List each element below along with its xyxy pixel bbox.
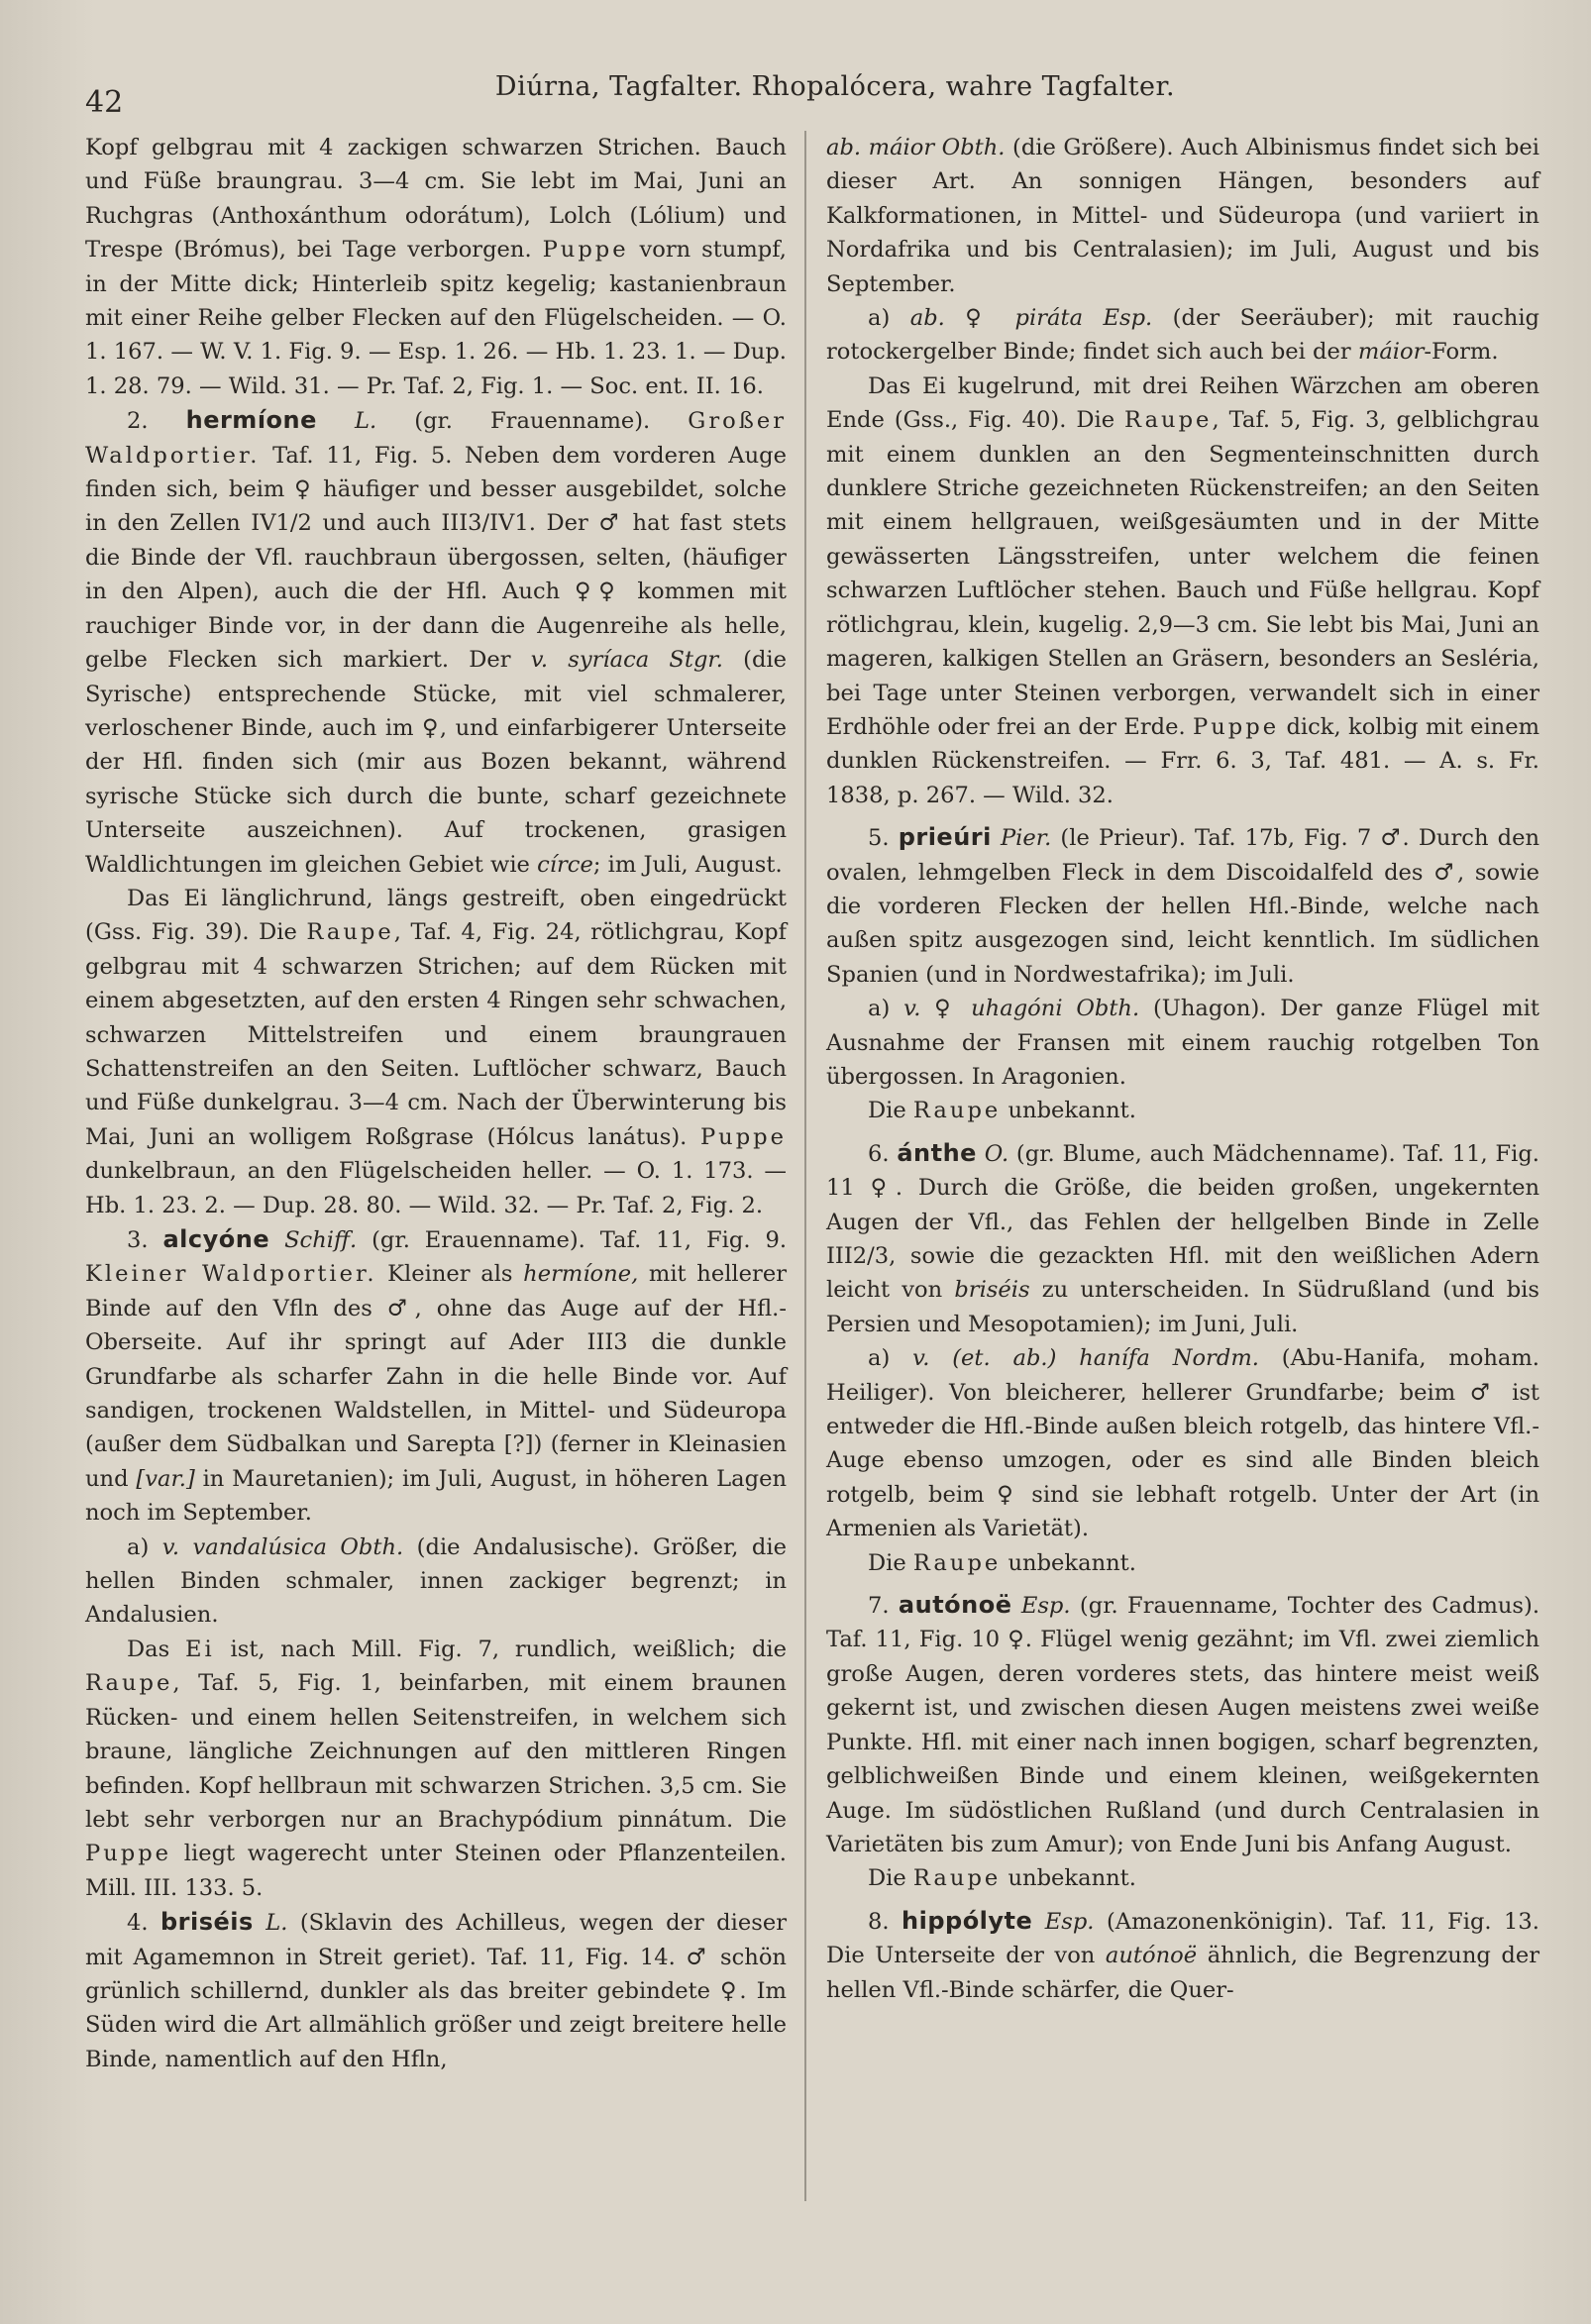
- common-name: Großer Waldportier.: [85, 408, 788, 469]
- running-head: Diúrna, Tagfalter. Rhopalócera, wahre Tagfalter.: [494, 71, 1176, 102]
- paragraph: Das Ei kugelrund, mit drei Reihen Wärzchen am oberen Ende (Gss., Fig. 40). Die Raupe, Taf. 5, Fig. 3, gelblichgrau mit einem dunklen an den Segmenteinschnitten durch dunklere Striche gezeichneten Rückenstreifen; an den Seiten mit einem hellgrauen, weißgesäumten und in der Mitte gewässerten Längsstreifen, unter welchem die feinen schwarzen Luftlöcher stehen. Bauch und Füße hellgrau. Kopf rötlichgrau, klein, kugelig. 2,9—3 cm. Sie lebt bis Mai, Juni an mageren, kalkigen Stellen an Gräsern, besonders an Sesléria, bei Tage unter Steinen verborgen, verwandelt sich in einer Erdhöhle oder frei an der Erde. Puppe dick, kolbig mit einem dunklen Rückenstreifen. — Frr. 6. 3, Taf. 481. — A. s. Fr. 1838, p. 267. — Wild. 32.: [826, 372, 1540, 808]
- paragraph: Das Ei länglichrund, längs gestreift, oben eingedrückt (Gss. Fig. 39). Die Raupe, Taf. 4, Fig. 24, rötlichgrau, Kopf gelbgrau mit 4 schwarzen Strichen; auf dem Rücken mit einem abgesetzten, auf den ersten 4 Ringen sehr schwachen, schwarzen Mittelstreifen und einem braungrauen Schattenstreifen an den Seiten. Luftlöcher schwarz, Bauch und Füße dunkelgrau. 3—4 cm. Nach der Überwinterung bis Mai, Juni an wolligem Roßgrase (Hólcus lanátus). Puppe dunkelbraun, an den Flügelscheiden heller. — O. 1. 173. — Hb. 1. 23. 2. — Dup. 28. 80. — Wild. 32. — Pr. Taf. 2, Fig. 2.: [85, 885, 787, 1218]
- variety-entry: a) ab. ♀ piráta Esp. (der Seeräuber); mit rauchig rotockergelber Binde; findet sich auch bei der máior-Form.: [826, 305, 1540, 366]
- common-name: Kleiner Waldportier.: [85, 1261, 377, 1288]
- variety-entry: a) v. ♀ uhagóni Obth. (Uhagon). Der ganze Flügel mit Ausnahme der Fransen mit einem rauchig rotgelben Ton übergossen. In Aragonien.: [826, 996, 1539, 1090]
- species-entry-alcyone: 3. alcyóne Schiff. (gr. Erauenname). Taf. 11, Fig. 9. Kleiner Waldportier. Kleiner als hermíone, mit hellerer Binde auf den Vfln des ♂, ohne das Auge auf der Hfl.-Oberseite. Auf ihr springt auf Ader III3 die dunkle Grundfarbe als scharfer Zahn in die helle Binde vor. Auf sandigen, trockenen Waldstellen, in Mittel- und Südeuropa (außer dem Südbalkan und Sarepta [?]) (ferner in Kleinasien und [var.] in Mauretanien); im Juli, August, in höheren Lagen noch im September.: [85, 1225, 788, 1527]
- paragraph: Die Raupe unbekannt.: [868, 1865, 1136, 1892]
- term-puppe: Puppe: [542, 237, 629, 264]
- paragraph: Die Raupe unbekannt.: [868, 1549, 1136, 1576]
- variety-entry: a) v. vandalúsica Obth. (die Andalusische). Größer, die hellen Binden schmaler, innen zackiger begrenzt; in Andalusien.: [85, 1533, 787, 1629]
- species-entry-hippolyte: 8. hippólyte Esp. (Amazonenkönigin). Taf. 11, Fig. 13. Die Unterseite der von autónoë ähnlich, die Begrenzung der hellen Vfl.-Binde schärfer, die Quer-: [826, 1906, 1540, 2003]
- species-name: prieúri: [898, 823, 992, 852]
- paragraph: ab. máior Obth. (die Größere). Auch Albinismus findet sich bei dieser Art. An sonnigen Hängen, besonders auf Kalkformationen, in Mittel- und Südeuropa (und variiert in Nordafrika und bis Centralasien); im Juli, August und bis September.: [826, 135, 1539, 297]
- species-entry-briseis: 4. briséis L. (Sklavin des Achilleus, wegen der dieser mit Agamemnon in Streit geriet). Taf. 11, Fig. 14. ♂ schön grünlich schillernd, dunkler als das breiter gebindete ♀. Im Süden wird die Art allmählich größer und zeigt breitere helle Binde, namentlich auf den Hfln,: [85, 1908, 788, 2072]
- page-header: [0, 71, 1591, 131]
- paragraph: Die Raupe unbekannt.: [868, 1098, 1136, 1124]
- variety-entry: a) v. (et. ab.) hanífa Nordm. (Abu-Hanifa, moham. Heiliger). Von bleicherer, hellerer Grundfarbe; beim ♂ ist entweder die Hfl.-Binde außen bleich rotgelb, das hintere Vfl.-Auge ebenso umzogen, oder es sind alle Binden bleich rotgelb, beim ♀ sind sie lebhaft rotgelb. Unter der Art (in Armenien als Varietät).: [826, 1345, 1539, 1542]
- species-entry-autonoe: 7. autónoë Esp. (gr. Frauenname, Tochter des Cadmus). Taf. 11, Fig. 10 ♀. Flügel wenig gezähnt; im Vfl. zwei ziemlich große Augen, deren vorderes stets, das hintere meist weiß gekernt ist, und zwischen diesen Augen meistens zwei weiße Punkte. Hfl. mit einer nach innen bogigen, scharf begrenzten, gelblichweißen Binde und einem kleinen, weißgekernten Auge. Im südöstlichen Rußland (und durch Centralasien in Varietäten bis zum Amur); von Ende Juni bis Anfang August.: [826, 1591, 1540, 1857]
- column-divider: [804, 131, 806, 2201]
- page-number: 42: [85, 85, 124, 120]
- left-column: [85, 131, 787, 2076]
- species-entry-hermione: 2. hermíone L. (gr. Frauenname). Großer Waldportier. Taf. 11, Fig. 5. Neben dem vorderen Auge finden sich, beim ♀ häufiger und besser ausgebildet, solche in den Zellen IV1/2 und auch III3/IV1. Der ♂ hat fast stets die Binde der Vfl. rauchbraun übergossen, selten, (häufiger in den Alpen), auch die der Hfl. Auch ♀♀ kommen mit rauchiger Binde vor, in der dann die Augenreihe als helle, gelbe Flecken sich markiert. Der v. syríaca Stgr. (die Syrische) entsprechende Stücke, mit viel schmalerer, verloschener Binde, auch im ♀, und einfarbigerer Unterseite der Hfl. finden sich (mir aus Bozen bekannt, während syrische Stücke sich durch die bunte, scharf gezeichnete Unterseite auszeichnen). Auf trockenen, grasigen Waldlichtungen im gleichen Gebiet wie círce; im Juli, August.: [85, 406, 788, 878]
- species-name: hermíone: [185, 406, 317, 435]
- right-column: [826, 131, 1539, 2007]
- species-name: ánthe: [897, 1138, 977, 1167]
- paragraph: Kopf gelbgrau mit 4 zackigen schwarzen Strichen. Bauch und Füße braungrau. 3—4 cm. Sie lebt im Mai, Juni an Ruchgras (Anthoxánthum odorátum), Lolch (Lólium) und Trespe (Brómus), bei Tage verborgen. Puppe vorn stumpf, in der Mitte dick; Hinterleib spitz kegelig; kastanienbraun mit einer Reihe gelber Flecken auf den Flügelscheiden. — O. 1. 167. — W. V. 1. Fig. 9. — Esp. 1. 26. — Hb. 1. 23. 1. — Dup. 1. 28. 79. — Wild. 31. — Pr. Taf. 2, Fig. 1. — Soc. ent. II. 16.: [85, 135, 787, 399]
- species-name: briséis: [159, 1908, 254, 1937]
- species-name: hippólyte: [902, 1906, 1033, 1935]
- species-entry-anthe: 6. ánthe O. (gr. Blume, auch Mädchenname). Taf. 11, Fig. 11 ♀. Durch die Größe, die beiden großen, ungekernten Augen der Vfl., das Fehlen der hellgelben Binde in Zelle III2/3, sowie die gezackten Hfl. mit den weißlichen Adern leicht von briséis zu unterscheiden. In Südrußland (und bis Persien und Mesopotamien); im Juni, Juli.: [826, 1138, 1539, 1337]
- species-name: alcyóne: [162, 1225, 270, 1253]
- paragraph: Das Ei ist, nach Mill. Fig. 7, rundlich, weißlich; die Raupe, Taf. 5, Fig. 1, beinfarben, mit einem braunen Rücken- und einem hellen Seitenstreifen, in welchem sich braune, längliche Zeichnungen auf den mittleren Ringen befinden. Kopf hellbraun mit schwarzen Strichen. 3,5 cm. Sie lebt sehr verborgen nur an Brachypódium pinnátum. Die Puppe liegt wagerecht unter Steinen oder Pflanzenteilen. Mill. III. 133. 5.: [85, 1636, 788, 1901]
- species-name: autónoë: [898, 1591, 1012, 1620]
- species-entry-prieuri: 5. prieúri Pier. (le Prieur). Taf. 17b, Fig. 7 ♂. Durch den ovalen, lehmgelben Fleck in dem Discoidalfeld des ♂, sowie die vorderen Flecken der hellen Hfl.-Binde, welche nach außen spitz ausgezogen sind, leicht kenntlich. Im südlichen Spanien (und in Nordwestafrika); im Juli.: [826, 823, 1539, 988]
